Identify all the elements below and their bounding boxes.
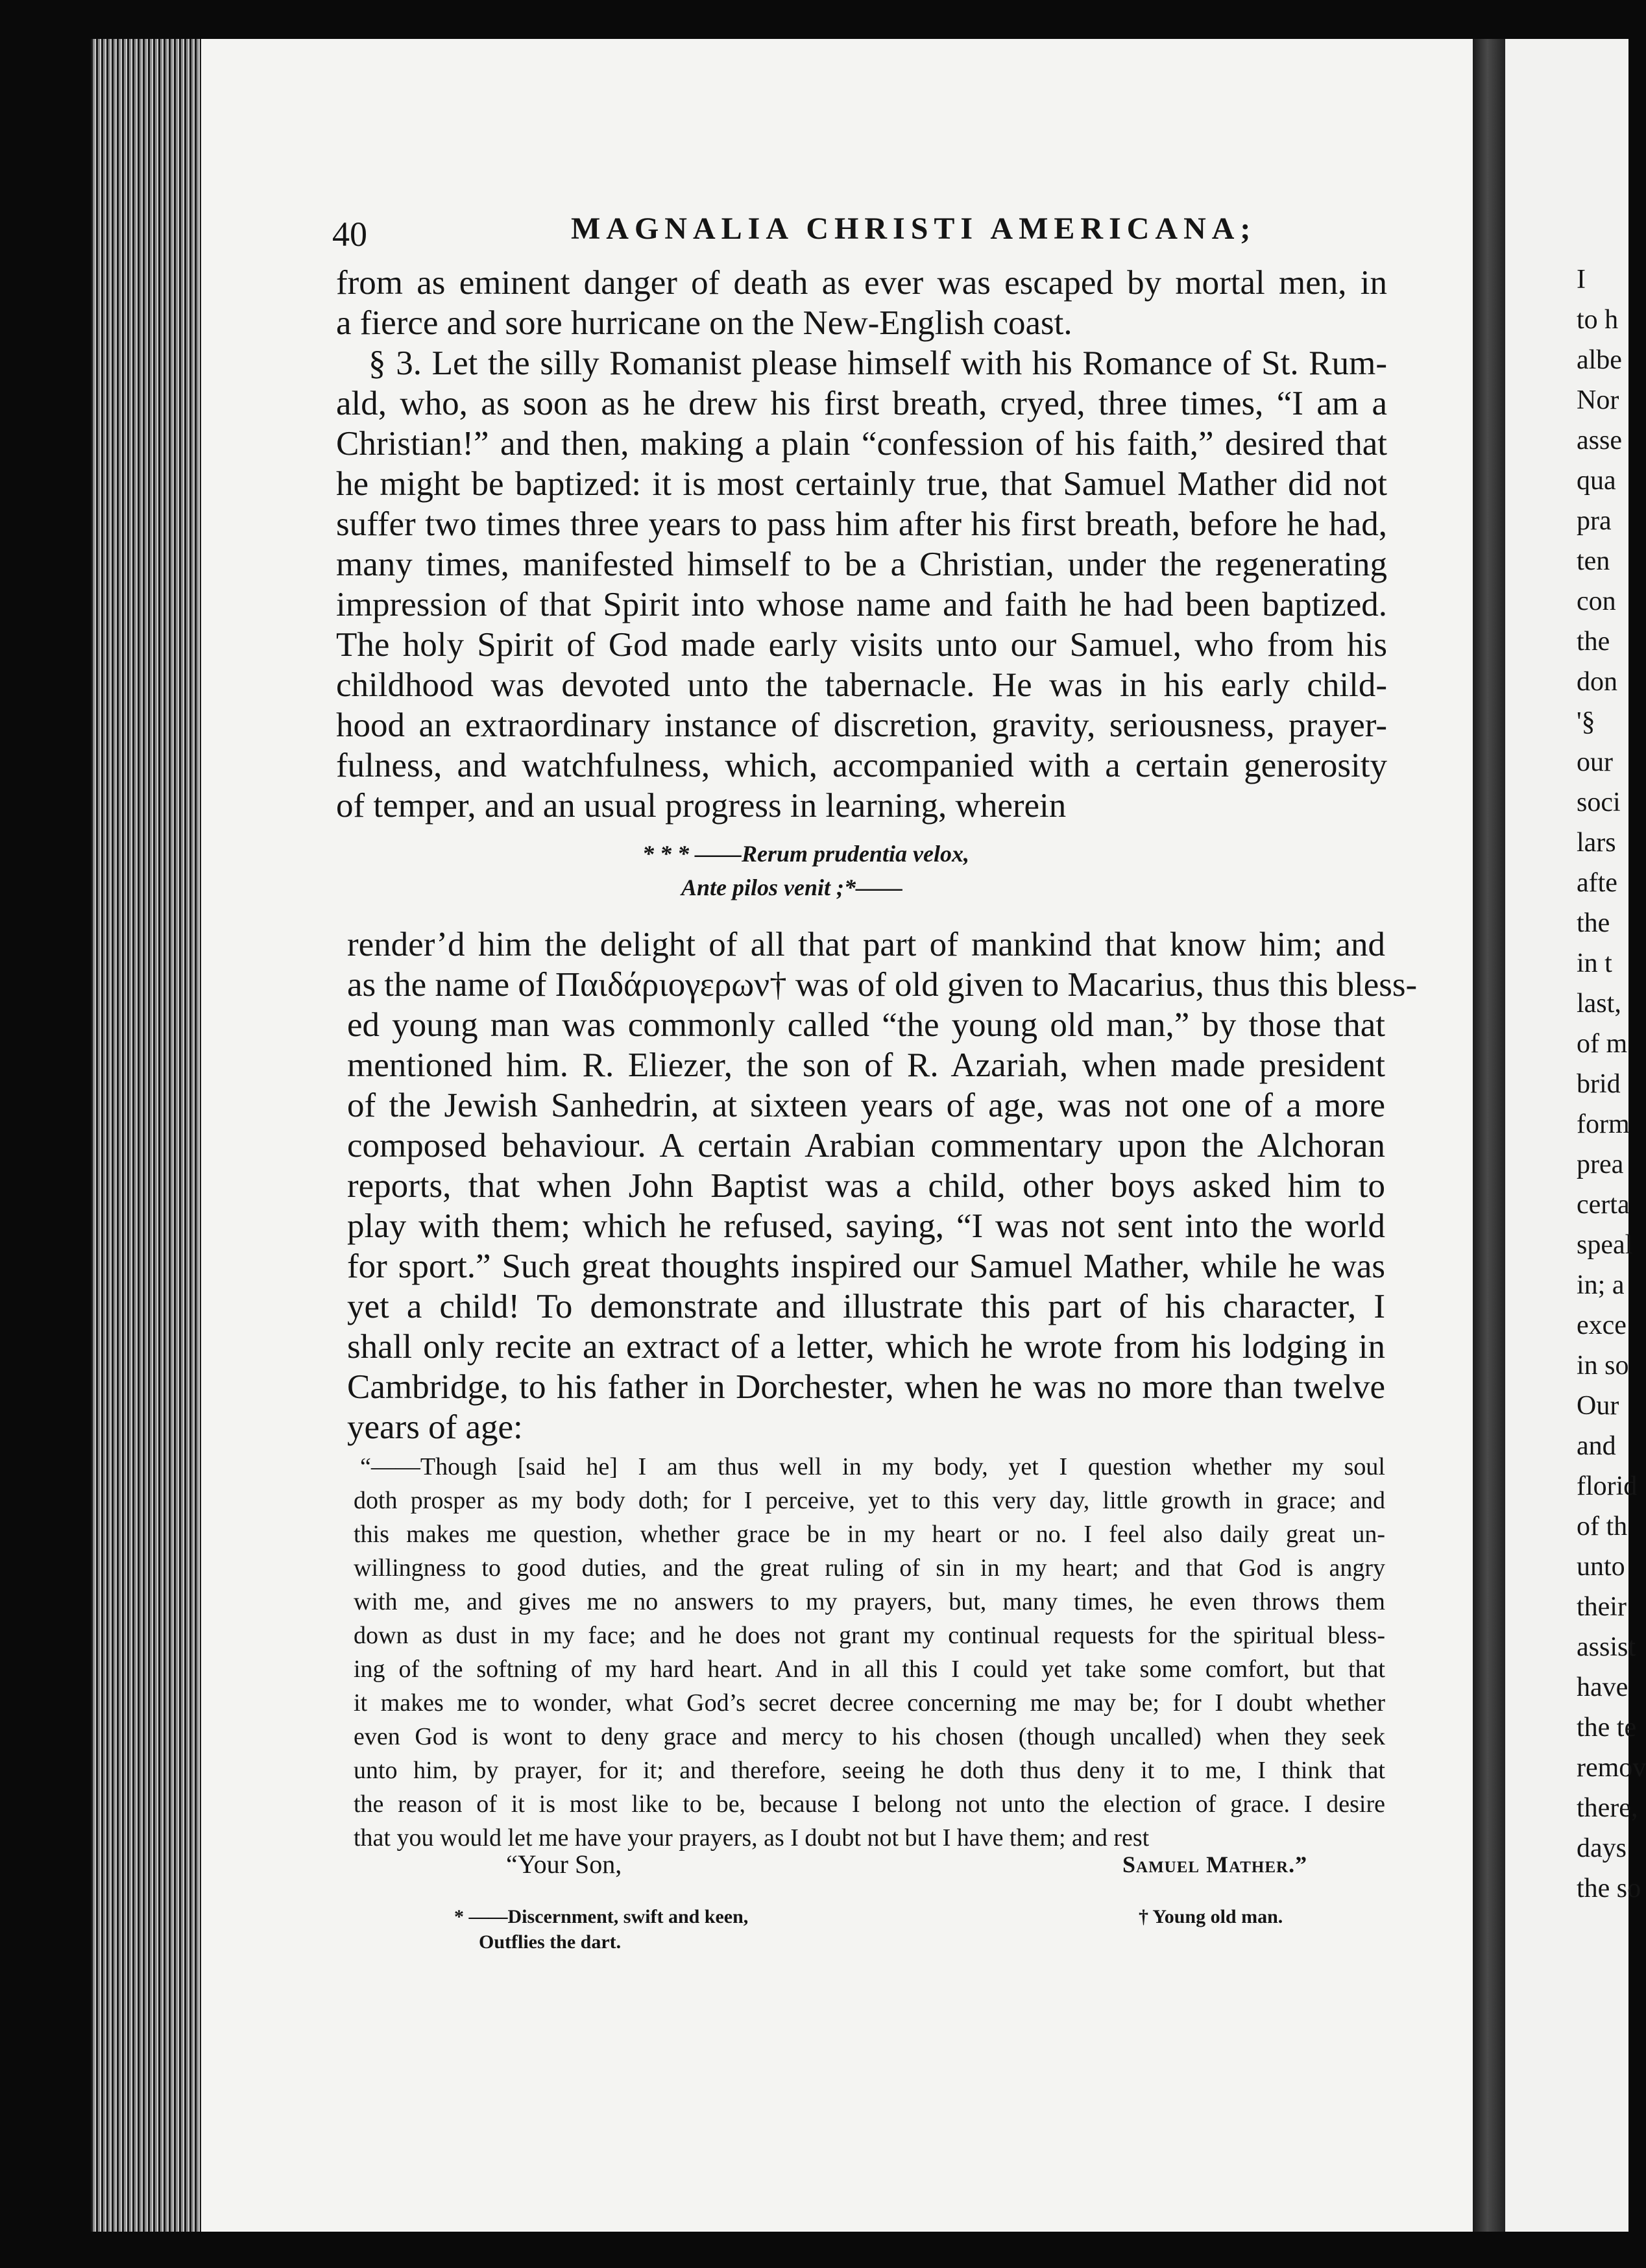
- signoff-signature: Samuel Mather.”: [1122, 1852, 1308, 1877]
- text-line: of temper, and an usual progress in learning, wherein: [336, 787, 1067, 825]
- letter-line: even God is wont to deny grace and mercy to his chosen (though uncalled) when they seek: [354, 1723, 1385, 1750]
- right-page-line: soci: [1577, 788, 1621, 817]
- running-title: MAGNALIA CHRISTI AMERICANA;: [571, 211, 1257, 246]
- right-page-line: form: [1577, 1109, 1630, 1139]
- right-page-line: Our: [1577, 1391, 1619, 1421]
- text-line: suffer two times three years to pass him after his first breath, before he had,: [336, 505, 1387, 543]
- text-line: shall only recite an extract of a letter, which he wrote from his lodging in: [347, 1328, 1385, 1366]
- letter-line: unto him, by prayer, for it; and therefore, seeing he doth thus deny it to me, I think that: [354, 1757, 1385, 1784]
- text-line: he might be baptized: it is most certainly true, that Samuel Mather did not: [336, 465, 1387, 503]
- right-page-line: in; a: [1577, 1270, 1625, 1300]
- text-line: from as eminent danger of death as ever was escaped by mortal men, in: [336, 264, 1387, 302]
- footnote-1-cont: Outflies the dart.: [479, 1931, 622, 1953]
- right-page-line: of th: [1577, 1512, 1628, 1541]
- right-page-line: in t: [1577, 948, 1612, 978]
- right-page-line: our: [1577, 747, 1613, 777]
- right-page-line: lars: [1577, 828, 1616, 858]
- right-page-line: I: [1577, 265, 1586, 295]
- letter-line: down as dust in my face; and he does not grant my continual requests for the spiritual bless-: [354, 1622, 1385, 1649]
- letter-line: this makes me question, whether grace be in my heart or no. I feel also daily great un-: [354, 1521, 1385, 1548]
- letter-line: it makes me to wonder, what God’s secret decree concerning me may be; for I doubt whether: [354, 1689, 1385, 1717]
- right-page-line: florid: [1577, 1471, 1638, 1501]
- text-line: § 3. Let the silly Romanist please himself with his Romance of St. Rum-: [369, 344, 1387, 382]
- page-number: 40: [332, 215, 367, 254]
- right-page-line: certa: [1577, 1190, 1630, 1220]
- text-line: fulness, and watchfulness, which, accompanied with a certain generosity: [336, 747, 1387, 784]
- text-line: impression of that Spirit into whose name and faith he had been baptized.: [336, 586, 1387, 623]
- right-page-line: exce: [1577, 1310, 1627, 1340]
- paragraph-1: [336, 263, 1387, 826]
- text-line: as the name of Παιδάριογερων† was of old given to Macarius, thus this bless-: [347, 966, 1418, 1004]
- right-page-line: brid: [1577, 1069, 1621, 1099]
- text-line: Cambridge, to his father in Dorchester, when he was no more than twelve: [347, 1368, 1385, 1406]
- letter-line: ing of the softning of my hard heart. And in all this I could yet take some comfort, but that: [354, 1656, 1385, 1683]
- right-page-line: to h: [1577, 305, 1619, 335]
- text-line: hood an extraordinary instance of discretion, gravity, seriousness, prayer-: [336, 706, 1387, 744]
- right-page-line: don: [1577, 667, 1617, 697]
- text-line: reports, that when John Baptist was a child, other boys asked him to: [347, 1167, 1385, 1205]
- right-page-line: Nor: [1577, 385, 1619, 415]
- letter-extract: [354, 1450, 1385, 1855]
- right-page-line: prea: [1577, 1150, 1624, 1179]
- right-page-line: '§: [1577, 707, 1595, 737]
- latin-quote: [642, 837, 969, 904]
- right-page-line: qua: [1577, 466, 1616, 496]
- text-line: Christian!” and then, making a plain “confession of his faith,” desired that: [336, 425, 1387, 463]
- right-page-line: days: [1577, 1833, 1627, 1863]
- right-page-line: assist: [1577, 1632, 1636, 1662]
- text-line: many times, manifested himself to be a Christian, under the regenerating: [336, 546, 1387, 583]
- text-line: The holy Spirit of God made early visits unto our Samuel, who from his: [336, 626, 1387, 664]
- text-line: ed young man was commonly called “the young old man,” by those that: [347, 1006, 1385, 1044]
- quote-line: * * * ——Rerum prudentia velox,: [642, 841, 970, 867]
- letter-line: willingness to good duties, and the great ruling of sin in my heart; and that God is angry: [354, 1554, 1385, 1582]
- letter-line: “——Though [said he] I am thus well in my body, yet I question whether my soul: [360, 1453, 1385, 1480]
- text-line: mentioned him. R. Eliezer, the son of R. Azariah, when made president: [347, 1046, 1385, 1084]
- text-line: yet a child! To demonstrate and illustrate this part of his character, I: [347, 1288, 1385, 1325]
- right-page-line: there,: [1577, 1793, 1638, 1823]
- right-page-line: asse: [1577, 426, 1622, 455]
- quote-line: Ante pilos venit ;*——: [681, 875, 902, 900]
- right-page-line: afte: [1577, 868, 1617, 898]
- right-page-text: [1577, 259, 1646, 1909]
- text-line: childhood was devoted unto the tabernacle. He was in his early child-: [336, 666, 1387, 704]
- right-page-line: and: [1577, 1431, 1616, 1461]
- right-page-line: the so: [1577, 1874, 1641, 1903]
- signoff-greeting: “Your Son,: [506, 1850, 622, 1879]
- text-line: of the Jewish Sanhedrin, at sixteen years of age, was not one of a more: [347, 1087, 1385, 1124]
- right-page-line: have: [1577, 1672, 1628, 1702]
- right-page-line: pra: [1577, 506, 1612, 536]
- text-line: play with them; which he refused, saying, “I was not sent into the world: [347, 1207, 1385, 1245]
- footnote-1: * ——Discernment, swift and keen,: [454, 1906, 749, 1927]
- text-line: a fierce and sore hurricane on the New-English coast.: [336, 304, 1072, 342]
- right-page-line: the te: [1577, 1713, 1637, 1743]
- text-line: for sport.” Such great thoughts inspired our Samuel Mather, while he was: [347, 1248, 1385, 1285]
- book-gutter: [1473, 39, 1505, 2232]
- letter-line: that you would let me have your prayers, as I doubt not but I have them; and rest: [354, 1824, 1150, 1852]
- right-page-line: albe: [1577, 345, 1622, 375]
- letter-line: the reason of it is most like to be, because I belong not unto the election of grace. I desire: [354, 1791, 1385, 1818]
- right-page-line: speal: [1577, 1230, 1633, 1260]
- right-page-line: of m: [1577, 1029, 1628, 1059]
- page-stack-edge: [91, 39, 201, 2232]
- right-page-line: unto: [1577, 1552, 1625, 1582]
- letter-line: with me, and gives me no answers to my prayers, but, many times, he even throws them: [354, 1588, 1385, 1615]
- right-page-line: the: [1577, 908, 1610, 938]
- right-page-line: last,: [1577, 989, 1621, 1019]
- paragraph-2: [347, 924, 1418, 1447]
- right-page-line: in so: [1577, 1351, 1629, 1381]
- right-page-line: ten: [1577, 546, 1610, 576]
- text-line: ald, who, as soon as he drew his first breath, cryed, three times, “I am a: [336, 385, 1387, 422]
- text-line: render’d him the delight of all that part of mankind that know him; and: [347, 926, 1385, 963]
- letter-line: doth prosper as my body doth; for I perceive, yet to this very day, little growth in grace; and: [354, 1487, 1385, 1514]
- text-line: years of age:: [347, 1408, 523, 1446]
- right-page-line: the: [1577, 627, 1610, 657]
- footnote-2: † Young old man.: [1139, 1906, 1283, 1927]
- text-line: composed behaviour. A certain Arabian commentary upon the Alchoran: [347, 1127, 1385, 1164]
- right-page-line: remov: [1577, 1753, 1646, 1783]
- right-page-line: their: [1577, 1592, 1627, 1622]
- right-page-line: con: [1577, 586, 1616, 616]
